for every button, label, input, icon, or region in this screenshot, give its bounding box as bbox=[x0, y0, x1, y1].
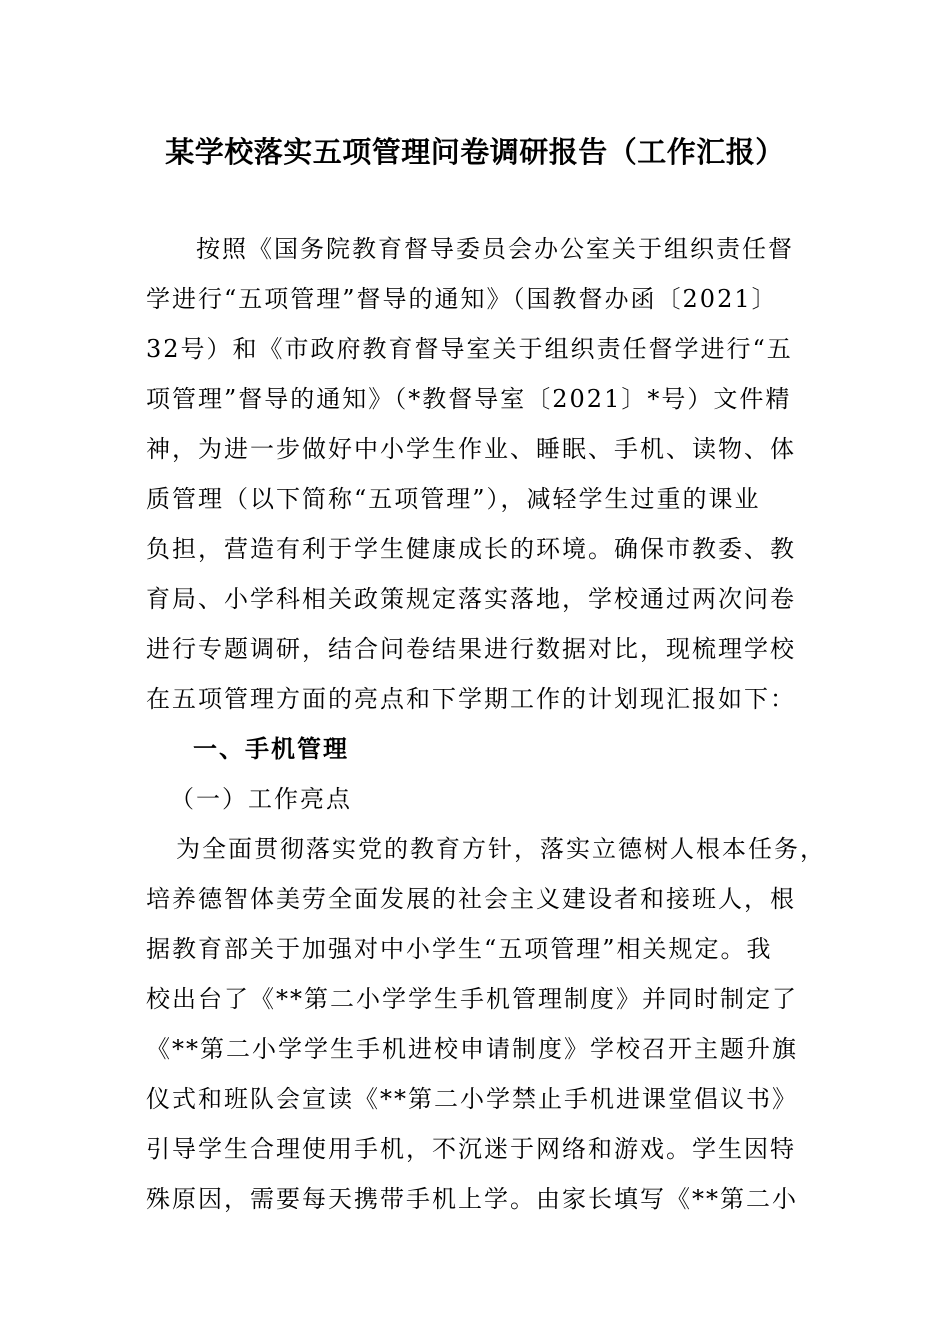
paragraph-line: 培养德智体美劳全面发展的社会主义建设者和接班人，根 bbox=[146, 885, 796, 913]
document-title: 某学校落实五项管理问卷调研报告（工作汇报） bbox=[165, 135, 785, 169]
paragraph-line: 引导学生合理使用手机，不沉迷于网络和游戏。学生因特 bbox=[146, 1135, 796, 1163]
paragraph-line: 按照《国务院教育督导委员会办公室关于组织责任督 bbox=[196, 235, 794, 263]
paragraph-line: 《**第二小学学生手机进校申请制度》学校召开主题升旗 bbox=[146, 1035, 798, 1063]
section-heading: 一、手机管理 bbox=[193, 735, 349, 763]
paragraph-line: 为全面贯彻落实党的教育方针，落实立德树人根本任务， bbox=[176, 835, 826, 863]
paragraph-line: 学进行“五项管理”督导的通知》（国教督办函〔2021〕 bbox=[146, 285, 778, 313]
paragraph-line: 进行专题调研，结合问卷结果进行数据对比，现梳理学校 bbox=[146, 635, 796, 663]
paragraph-line: 32号）和《市政府教育督导室关于组织责任督学进行“五 bbox=[146, 335, 793, 363]
paragraph-line: 育局、小学科相关政策规定落实落地，学校通过两次问卷 bbox=[146, 585, 796, 613]
paragraph-line: 神，为进一步做好中小学生作业、睡眠、手机、读物、体 bbox=[146, 435, 796, 463]
paragraph-line: 据教育部关于加强对中小学生“五项管理”相关规定。我 bbox=[146, 935, 773, 963]
paragraph-line: 负担，营造有利于学生健康成长的环境。确保市教委、教 bbox=[146, 535, 796, 563]
paragraph-line: 项管理”督导的通知》（*教督导室〔2021〕*号）文件精 bbox=[146, 385, 792, 413]
paragraph-line: 在五项管理方面的亮点和下学期工作的计划现汇报如下： bbox=[146, 685, 796, 713]
paragraph-line: 仪式和班队会宣读《**第二小学禁止手机进课堂倡议书》 bbox=[146, 1085, 798, 1113]
paragraph-line: 质管理（以下简称“五项管理”），减轻学生过重的课业 bbox=[146, 485, 761, 513]
paragraph-line: 校出台了《**第二小学学生手机管理制度》并同时制定了 bbox=[146, 985, 798, 1013]
paragraph-line: 殊原因，需要每天携带手机上学。由家长填写《**第二小 bbox=[146, 1185, 798, 1213]
subsection-heading: （一）工作亮点 bbox=[170, 785, 352, 813]
